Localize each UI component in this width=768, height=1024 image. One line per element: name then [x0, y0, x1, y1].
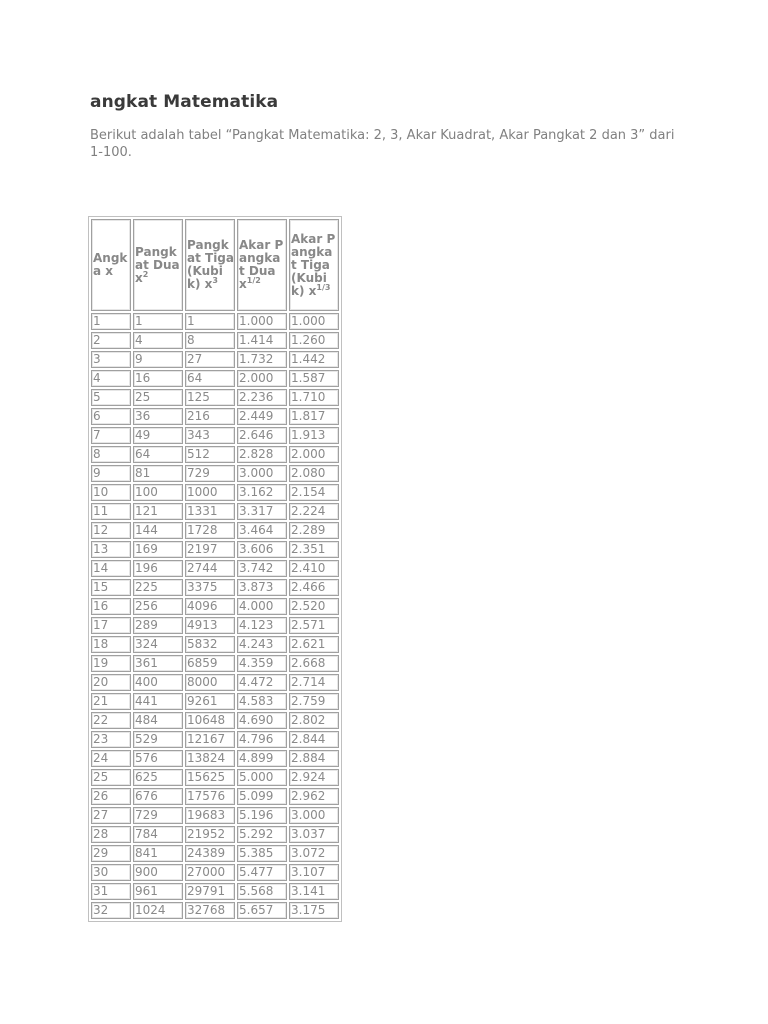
table-cell: 29791 — [185, 883, 235, 900]
table-cell: 5.657 — [237, 902, 287, 919]
table-cell: 2.646 — [237, 427, 287, 444]
table-cell: 784 — [133, 826, 183, 843]
table-cell: 2.844 — [289, 731, 339, 748]
table-row — [91, 351, 339, 368]
table-row — [91, 788, 339, 805]
table-row — [91, 484, 339, 501]
table-cell: 18 — [91, 636, 131, 653]
table-cell: 289 — [133, 617, 183, 634]
table-cell: 1.587 — [289, 370, 339, 387]
table-cell: 7 — [91, 427, 131, 444]
table-cell: 9 — [91, 465, 131, 482]
table-cell: 169 — [133, 541, 183, 558]
table-cell: 3.000 — [289, 807, 339, 824]
table-cell: 841 — [133, 845, 183, 862]
table-cell: 1.913 — [289, 427, 339, 444]
table-cell: 1 — [91, 313, 131, 330]
table-cell: 3.464 — [237, 522, 287, 539]
table-cell: 27 — [91, 807, 131, 824]
table-row — [91, 579, 339, 596]
table-cell: 256 — [133, 598, 183, 615]
table-cell: 1000 — [185, 484, 235, 501]
intro-paragraph: Berikut adalah tabel “Pangkat Matematika: 2, 3, Akar Kuadrat, Akar Pangkat 2 dan 3” dari 1-100. — [90, 128, 675, 160]
table-cell: 23 — [91, 731, 131, 748]
table-cell: 5.385 — [237, 845, 287, 862]
table-cell: 81 — [133, 465, 183, 482]
table-cell: 5.292 — [237, 826, 287, 843]
table-cell: 2.154 — [289, 484, 339, 501]
table-cell: 4.690 — [237, 712, 287, 729]
table-row — [91, 541, 339, 558]
table-cell: 3.175 — [289, 902, 339, 919]
table-cell: 17 — [91, 617, 131, 634]
table-cell: 9261 — [185, 693, 235, 710]
table-cell: 3375 — [185, 579, 235, 596]
table-row — [91, 902, 339, 919]
table-cell: 2.000 — [237, 370, 287, 387]
table-row — [91, 636, 339, 653]
table-row — [91, 598, 339, 615]
table-cell: 4.899 — [237, 750, 287, 767]
table-cell: 10 — [91, 484, 131, 501]
table-cell: 961 — [133, 883, 183, 900]
table-cell: 4.583 — [237, 693, 287, 710]
table-cell: 5.099 — [237, 788, 287, 805]
table-cell: 484 — [133, 712, 183, 729]
table-row — [91, 465, 339, 482]
table-cell: 625 — [133, 769, 183, 786]
table-cell: 529 — [133, 731, 183, 748]
table-cell: 4.000 — [237, 598, 287, 615]
table-row — [91, 313, 339, 330]
table-cell: 4.123 — [237, 617, 287, 634]
table-cell: 2.289 — [289, 522, 339, 539]
table-row — [91, 769, 339, 786]
table-cell: 17576 — [185, 788, 235, 805]
table-body — [91, 313, 339, 919]
table-cell: 4 — [133, 332, 183, 349]
table-cell: 3.742 — [237, 560, 287, 577]
table-cell: 2.714 — [289, 674, 339, 691]
table-cell: 1331 — [185, 503, 235, 520]
table-cell: 16 — [133, 370, 183, 387]
table-row — [91, 427, 339, 444]
table-cell: 19 — [91, 655, 131, 672]
header-pangkat-tiga: Pangkat Tiga (Kubik) $x^3$ — [185, 219, 235, 311]
table-cell: 121 — [133, 503, 183, 520]
table-cell: 1 — [133, 313, 183, 330]
table-row — [91, 503, 339, 520]
table-row — [91, 655, 339, 672]
table-cell: 144 — [133, 522, 183, 539]
table-cell: 64 — [133, 446, 183, 463]
table-row — [91, 617, 339, 634]
table-row — [91, 370, 339, 387]
table-row — [91, 883, 339, 900]
table-cell: 11 — [91, 503, 131, 520]
table-cell: 5.477 — [237, 864, 287, 881]
table-row — [91, 750, 339, 767]
table-row — [91, 560, 339, 577]
table-cell: 64 — [185, 370, 235, 387]
table-cell: 21 — [91, 693, 131, 710]
table-cell: 1.414 — [237, 332, 287, 349]
table-cell: 1.260 — [289, 332, 339, 349]
table-cell: 49 — [133, 427, 183, 444]
table-cell: 20 — [91, 674, 131, 691]
table-cell: 10648 — [185, 712, 235, 729]
table-cell: 1.442 — [289, 351, 339, 368]
table-cell: 8 — [185, 332, 235, 349]
table-cell: 2.668 — [289, 655, 339, 672]
table-cell: 19683 — [185, 807, 235, 824]
table-cell: 2.621 — [289, 636, 339, 653]
table-cell: 2.466 — [289, 579, 339, 596]
table-cell: 900 — [133, 864, 183, 881]
table-cell: 9 — [133, 351, 183, 368]
table-cell: 4.243 — [237, 636, 287, 653]
table-cell: 16 — [91, 598, 131, 615]
table-cell: 1728 — [185, 522, 235, 539]
table-cell: 3.037 — [289, 826, 339, 843]
powers-table — [88, 216, 342, 922]
table-cell: 13 — [91, 541, 131, 558]
table-cell: 4096 — [185, 598, 235, 615]
table-cell: 3.141 — [289, 883, 339, 900]
table-cell: 441 — [133, 693, 183, 710]
table-cell: 8000 — [185, 674, 235, 691]
table-cell: 2.571 — [289, 617, 339, 634]
table-cell: 512 — [185, 446, 235, 463]
table-row — [91, 731, 339, 748]
table-cell: 576 — [133, 750, 183, 767]
table-cell: 3.317 — [237, 503, 287, 520]
table-cell: 4 — [91, 370, 131, 387]
table-cell: 15625 — [185, 769, 235, 786]
table-cell: 4.796 — [237, 731, 287, 748]
table-row — [91, 864, 339, 881]
table-cell: 2.351 — [289, 541, 339, 558]
table-cell: 361 — [133, 655, 183, 672]
table-cell: 2744 — [185, 560, 235, 577]
table-cell: 1 — [185, 313, 235, 330]
table-cell: 2.520 — [289, 598, 339, 615]
page-title: angkat Matematika — [90, 92, 279, 112]
table-cell: 14 — [91, 560, 131, 577]
table-cell: 1.000 — [237, 313, 287, 330]
table-cell: 216 — [185, 408, 235, 425]
table-cell: 2.224 — [289, 503, 339, 520]
table-cell: 3.000 — [237, 465, 287, 482]
table-cell: 324 — [133, 636, 183, 653]
table-cell: 6 — [91, 408, 131, 425]
table-cell: 343 — [185, 427, 235, 444]
table-cell: 1024 — [133, 902, 183, 919]
table-cell: 3.072 — [289, 845, 339, 862]
table-cell: 24389 — [185, 845, 235, 862]
table-cell: 2.759 — [289, 693, 339, 710]
table-cell: 1.817 — [289, 408, 339, 425]
table-row — [91, 807, 339, 824]
header-akar-pangkat-tiga: Akar Pangkat Tiga (Kubik) $x^{1/3}$ — [289, 219, 339, 311]
table-cell: 2.884 — [289, 750, 339, 767]
table-cell: 3.162 — [237, 484, 287, 501]
table-cell: 2.000 — [289, 446, 339, 463]
table-cell: 31 — [91, 883, 131, 900]
table-cell: 2.828 — [237, 446, 287, 463]
table-cell: 4.472 — [237, 674, 287, 691]
table-cell: 28 — [91, 826, 131, 843]
table-row — [91, 446, 339, 463]
table-cell: 12 — [91, 522, 131, 539]
table-cell: 125 — [185, 389, 235, 406]
table-cell: 1.732 — [237, 351, 287, 368]
table-cell: 24 — [91, 750, 131, 767]
table-cell: 32 — [91, 902, 131, 919]
table-cell: 2197 — [185, 541, 235, 558]
table-cell: 29 — [91, 845, 131, 862]
table-cell: 25 — [91, 769, 131, 786]
table-cell: 3.107 — [289, 864, 339, 881]
table-cell: 729 — [133, 807, 183, 824]
table-cell: 27000 — [185, 864, 235, 881]
table-cell: 3.606 — [237, 541, 287, 558]
table-cell: 22 — [91, 712, 131, 729]
table-cell: 4.359 — [237, 655, 287, 672]
table-cell: 21952 — [185, 826, 235, 843]
table-cell: 3 — [91, 351, 131, 368]
header-pangkat-dua: Pangkat Dua $x^2$ — [133, 219, 183, 311]
table-row — [91, 826, 339, 843]
table-cell: 15 — [91, 579, 131, 596]
table-cell: 30 — [91, 864, 131, 881]
table-cell: 8 — [91, 446, 131, 463]
table-cell: 1.710 — [289, 389, 339, 406]
table-cell: 729 — [185, 465, 235, 482]
table-cell: 400 — [133, 674, 183, 691]
table-row — [91, 674, 339, 691]
header-angka-x: Angka x — [91, 219, 131, 311]
table-cell: 2.080 — [289, 465, 339, 482]
table-cell: 27 — [185, 351, 235, 368]
table-row — [91, 693, 339, 710]
table-cell: 5832 — [185, 636, 235, 653]
table-cell: 1.000 — [289, 313, 339, 330]
table-cell: 4913 — [185, 617, 235, 634]
table-cell: 3.873 — [237, 579, 287, 596]
table-row — [91, 408, 339, 425]
table-cell: 5 — [91, 389, 131, 406]
table-cell: 36 — [133, 408, 183, 425]
table-cell: 676 — [133, 788, 183, 805]
table-row — [91, 332, 339, 349]
table-cell: 2.802 — [289, 712, 339, 729]
table-row — [91, 522, 339, 539]
table-cell: 100 — [133, 484, 183, 501]
table-row — [91, 389, 339, 406]
table-cell: 2.236 — [237, 389, 287, 406]
table-cell: 2.962 — [289, 788, 339, 805]
table-cell: 5.568 — [237, 883, 287, 900]
table-cell: 13824 — [185, 750, 235, 767]
table-cell: 2 — [91, 332, 131, 349]
table-header-row — [91, 219, 339, 311]
table-cell: 5.196 — [237, 807, 287, 824]
table-cell: 26 — [91, 788, 131, 805]
table-cell: 225 — [133, 579, 183, 596]
table-cell: 5.000 — [237, 769, 287, 786]
header-akar-pangkat-dua: Akar Pangkat Dua $x^{1/2}$ — [237, 219, 287, 311]
table-cell: 2.449 — [237, 408, 287, 425]
table-cell: 6859 — [185, 655, 235, 672]
table-row — [91, 845, 339, 862]
table-cell: 196 — [133, 560, 183, 577]
table-cell: 2.924 — [289, 769, 339, 786]
table-cell: 25 — [133, 389, 183, 406]
table-row — [91, 712, 339, 729]
table-cell: 32768 — [185, 902, 235, 919]
table-cell: 2.410 — [289, 560, 339, 577]
table-cell: 12167 — [185, 731, 235, 748]
